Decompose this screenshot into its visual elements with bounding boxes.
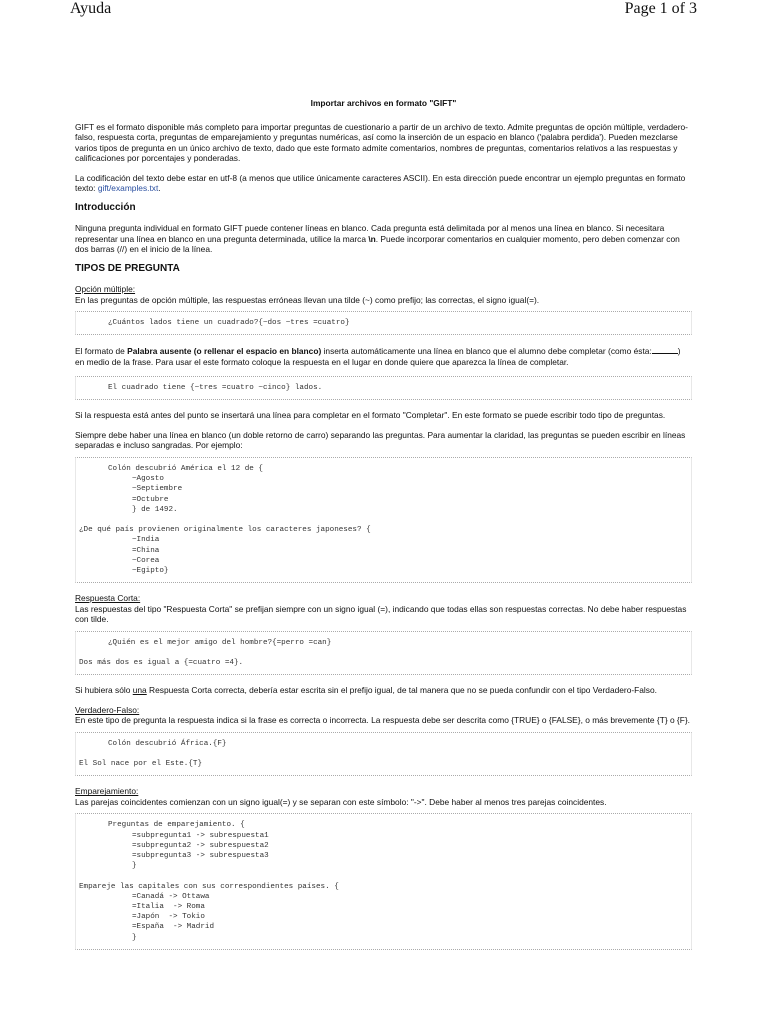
code-line: ¿Quién es el mejor amigo del hombre?{=perro =can} — [108, 638, 332, 647]
code-gap — [79, 871, 688, 881]
code-line: =Octubre — [132, 495, 169, 504]
introduccion-text: Ninguna pregunta individual en formato GIFT puede contener líneas en blanco. Cada pregunta está delimitada por al menos una línea en blanco. Si necesitara representar una línea en blanco en una pregunta determinada, utilice la marca — [75, 223, 665, 244]
code-line: ~Egipto} — [132, 566, 169, 575]
code-line: ~Agosto — [132, 475, 164, 484]
code-line: =subpregunta3 -> subrespuesta3 — [132, 851, 269, 860]
code-gap — [79, 648, 688, 658]
code-line: } — [132, 862, 137, 871]
code-line: El cuadrado tiene {~tres =cuatro ~cinco} lados. — [108, 384, 323, 393]
code-line: El Sol nace por el Este.{T} — [79, 760, 203, 769]
una-respuesta-paragraph — [75, 685, 692, 696]
code-example-respuesta-corta — [75, 631, 692, 676]
code-line: ¿Cuántos lados tiene un cuadrado?{~dos ~tres =cuatro} — [108, 319, 350, 327]
palabra-ausente-text-2: inserta automáticamente una línea en blanco que el alumno debe completar (como ésta: — [321, 346, 652, 357]
una-underlined: una — [132, 685, 147, 696]
punto-paragraph: Si la respuesta está antes del punto se insertará una línea para completar en el formato "Completar". En este formato se puede escribir todo tipo de preguntas. — [75, 410, 666, 421]
code-line: ~Corea — [132, 556, 160, 565]
opcion-multiple-text: En las preguntas de opción múltiple, las respuestas erróneas llevan una tilde (~) como prefijo; las correctas, el signo igual(=). — [75, 294, 540, 305]
section-heading-introduccion: Introducción — [75, 201, 136, 213]
subheading-emparejamiento: Emparejamiento: — [75, 786, 139, 797]
introduccion-text-end: . Puede incorporar comentarios en cualquier momento, pero deben comenzar con dos barras (//) en el inicio de la línea. — [75, 233, 680, 254]
separacion-paragraph: Siempre debe haber una línea en blanco (un doble retorno de carro) separando las preguntas. Para aumentar la claridad, las preguntas se pueden escribir en líneas separadas e incluso sangradas. Por ejemplo: — [75, 429, 686, 451]
page-header-title: Ayuda — [70, 0, 112, 17]
code-line: Empareje las capitales con sus correspondientes países. { — [79, 882, 339, 891]
code-line: } — [132, 933, 137, 942]
code-line: =subpregunta2 -> subrespuesta2 — [132, 841, 269, 850]
code-example-verdadero-falso — [75, 732, 692, 777]
code-example-palabra-ausente — [75, 376, 692, 400]
code-line: =subpregunta1 -> subrespuesta1 — [132, 831, 269, 840]
code-line: ~Septiembre — [132, 485, 183, 494]
subheading-respuesta-corta: Respuesta Corta: — [75, 593, 141, 604]
newline-mark: \n — [368, 233, 376, 244]
code-line: ¿De qué país provienen originalmente los caracteres japoneses? { — [79, 526, 371, 535]
code-line: Colón descubrió América el 12 de { — [108, 464, 263, 473]
page-header — [0, 0, 768, 22]
code-example-emparejamiento — [75, 813, 692, 949]
code-line: Dos más dos es igual a {=cuatro =4}. — [79, 659, 244, 668]
palabra-ausente-text-3: ) en medio de la frase. Para usar el este formato coloque la respuesta en el lugar en donde quiere que aparezca la línea de completar. — [75, 346, 681, 367]
code-line: =Japón -> Tokio — [132, 913, 205, 922]
una-text: Si hubiera sólo — [75, 685, 133, 696]
una-text-end: Respuesta Corta correcta, debería estar escrita sin el prefijo igual, de tal manera que no se pueda confundir con el tipo Verdadero-Falso. — [146, 685, 657, 696]
emparejamiento-text: Las parejas coincidentes comienzan con un signo igual(=) y se separan con este símbolo: "->". Debe haber al menos tres parejas coincidentes. — [75, 796, 607, 807]
code-line: =España -> Madrid — [132, 923, 215, 932]
examples-link[interactable]: gift/examples.txt — [97, 183, 159, 193]
code-example-opcion-multiple — [75, 311, 692, 335]
palabra-ausente-text: El formato de — [75, 346, 128, 357]
code-line: =Italia -> Roma — [132, 902, 205, 911]
code-line: ~India — [132, 536, 160, 545]
blank-line — [652, 345, 678, 354]
respuesta-corta-text: Las respuestas del tipo "Respuesta Corta" se prefijan siempre con un signo igual (=), indicando que todas ellas son respuestas correctas. No debe haber respuestas con tilde. — [75, 603, 687, 625]
code-line: Preguntas de emparejamiento. { — [108, 821, 245, 830]
code-line: } de 1492. — [132, 505, 178, 514]
document-body — [75, 98, 692, 960]
code-gap — [79, 515, 688, 525]
subheading-opcion-multiple: Opción múltiple: — [75, 284, 136, 294]
code-gap — [79, 749, 688, 759]
code-line: Colón descubrió África.{F} — [108, 739, 227, 748]
subheading-verdadero-falso: Verdadero-Falso: — [75, 704, 140, 715]
palabra-ausente-paragraph — [75, 345, 692, 367]
encoding-paragraph — [75, 173, 692, 194]
code-line: =Canadá -> Ottawa — [132, 892, 210, 901]
intro-paragraph: GIFT es el formato disponible más completo para importar preguntas de cuestionario a partir de un archivo de texto. Admite preguntas de opción múltiple, verdadero-falso, respuesta corta, preguntas de emparejamiento y preguntas numéricas, así como la inserción de un espacio en blanco ('palabra perdida'). Pueden mezclarse varios tipos de pregunta en un único archivo de texto, dado que este formato admite comentarios, nombres de preguntas, comentarios relativos a las respuestas y calificaciones por porcentajes y ponderadas. — [75, 121, 688, 163]
code-example-sangrado — [75, 457, 692, 583]
document-title: Importar archivos en formato "GIFT" — [310, 98, 457, 108]
introduccion-paragraph — [75, 223, 692, 255]
encoding-text-end: . — [158, 183, 161, 193]
page-number: Page 1 of 3 — [624, 0, 697, 17]
palabra-ausente-bold: Palabra ausente (o rellenar el espacio en blanco) — [127, 346, 322, 357]
verdadero-falso-text: En este tipo de pregunta la respuesta indica si la frase es correcta o incorrecta. La respuesta debe ser descrita como {TRUE} o {FALSE}, o más brevemente {T} o {F}. — [75, 715, 690, 726]
code-line: =China — [132, 546, 160, 555]
encoding-text: La codificación del texto debe estar en utf-8 (a menos que utilice únicamente caracteres ASCII). En esta dirección puede encontrar un ejemplo preguntas en formato texto: — [75, 172, 686, 193]
section-heading-tipos: TIPOS DE PREGUNTA — [75, 262, 180, 274]
